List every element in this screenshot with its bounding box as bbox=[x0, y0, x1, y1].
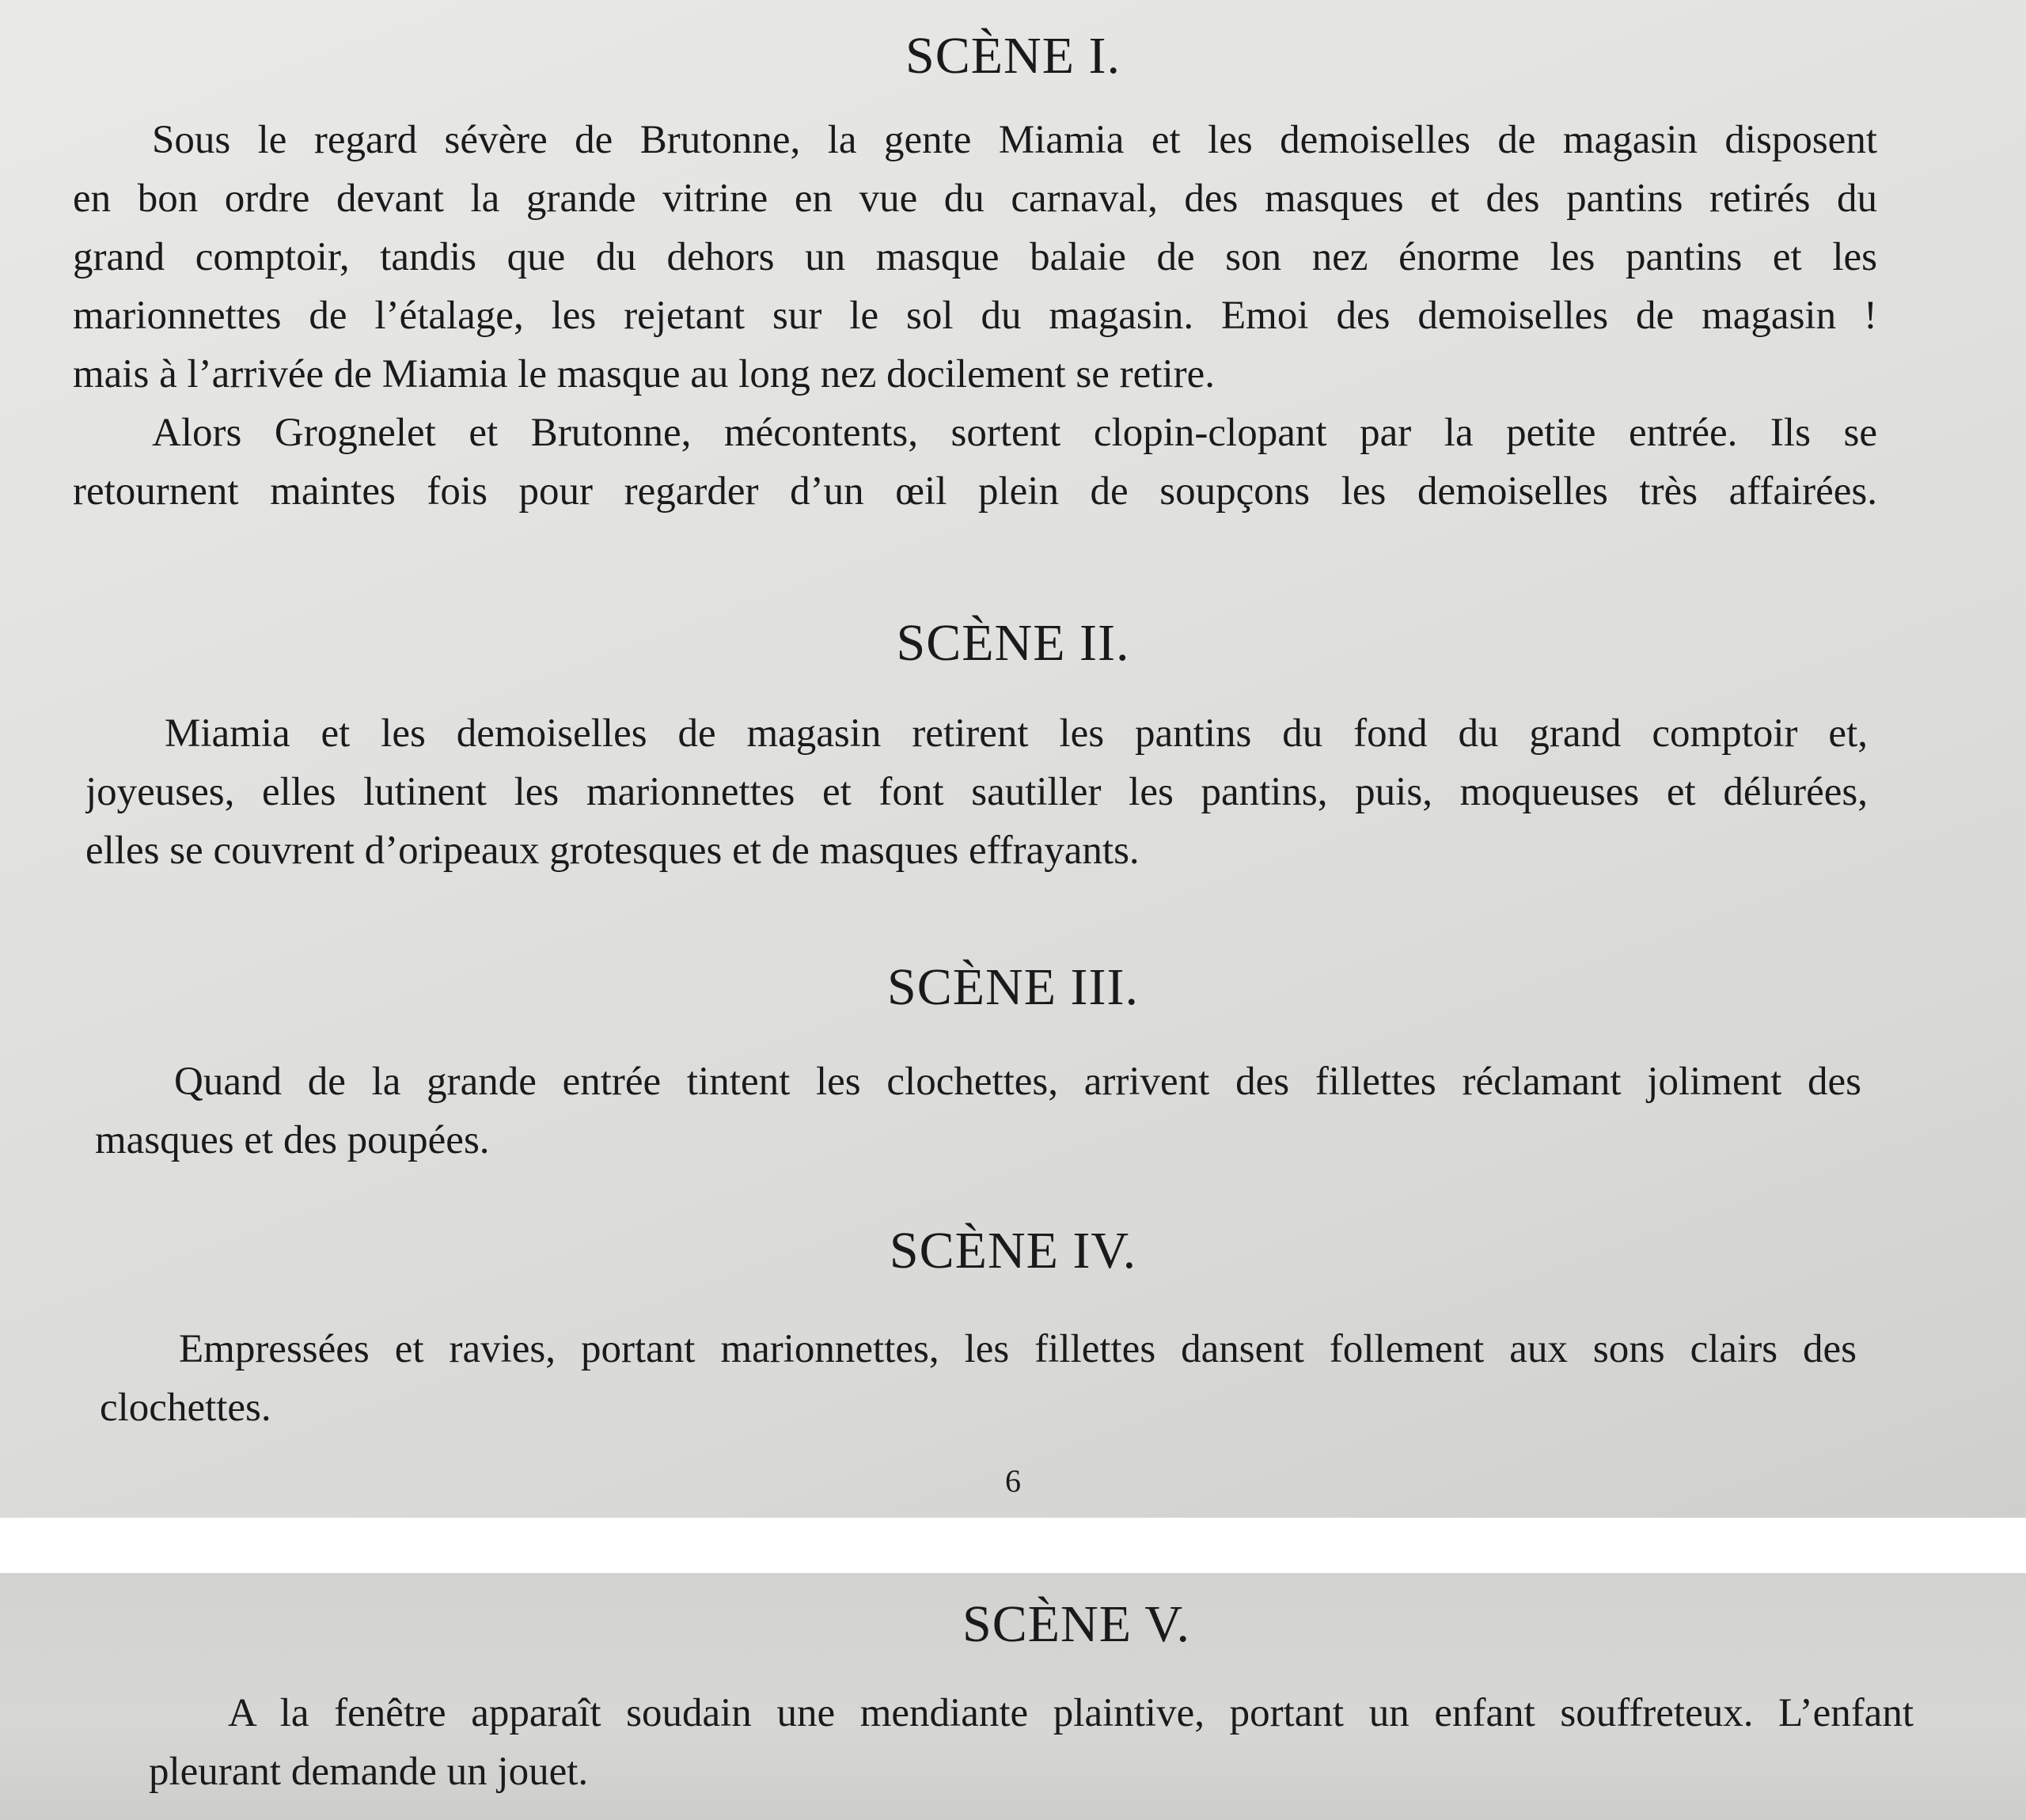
text-line: Sous le regard sévère de Brutonne, la gente Miamia et les demoiselles de magasin disposent bbox=[152, 118, 1877, 162]
text-line: masques et des poupées. bbox=[95, 1118, 490, 1162]
text-line: clochettes. bbox=[100, 1386, 271, 1430]
text-line: en bon ordre devant la grande vitrine en vue du carnaval, des masques et des pantins retirés du bbox=[73, 176, 1877, 221]
text-line: mais à l’arrivée de Miamia le masque au long nez docilement se retire. bbox=[73, 352, 1215, 396]
scene-3-heading: SCÈNE III. bbox=[887, 958, 1139, 1016]
text-line: joyeuses, elles lutinent les marionnettes et font sautiller les pantins, puis, moqueuses et délurées, bbox=[85, 770, 1868, 814]
text-line: retournent maintes fois pour regarder d’un œil plein de soupçons les demoiselles très affairées. bbox=[73, 469, 1877, 514]
text-line: Alors Grognelet et Brutonne, mécontents, sortent clopin-clopant par la petite entrée. Ils se bbox=[152, 411, 1877, 455]
page-number: 6 bbox=[1005, 1463, 1021, 1499]
text-line: pleurant demande un jouet. bbox=[149, 1750, 589, 1794]
text-line: elles se couvrent d’oripeaux grotesques et de masques effrayants. bbox=[85, 828, 1140, 873]
text-line: grand comptoir, tandis que du dehors un masque balaie de son nez énorme les pantins et les bbox=[73, 235, 1877, 279]
text-line: Miamia et les demoiselles de magasin retirent les pantins du fond du grand comptoir et, bbox=[165, 711, 1868, 756]
scene-4-text bbox=[100, 1320, 1857, 1437]
text-line: A la fenêtre apparaît soudain une mendiante plaintive, portant un enfant souffreteux. L’enfant bbox=[228, 1691, 1914, 1735]
text-line: marionnettes de l’étalage, les rejetant sur le sol du magasin. Emoi des demoiselles de magasin ! bbox=[73, 294, 1877, 338]
scene-2-heading: SCÈNE II. bbox=[896, 614, 1130, 672]
scene-1-heading: SCÈNE I. bbox=[905, 27, 1121, 85]
page-photo-bottom bbox=[0, 1573, 2026, 1820]
scene-5-text bbox=[149, 1684, 1914, 1801]
scene-2-text bbox=[85, 704, 1868, 880]
text-line: Quand de la grande entrée tintent les clochettes, arrivent des fillettes réclamant joliment des bbox=[174, 1060, 1861, 1104]
text-line: Empressées et ravies, portant marionnettes, les fillettes dansent follement aux sons clairs des bbox=[179, 1327, 1857, 1371]
scene-3-text bbox=[95, 1052, 1861, 1170]
scene-1-text bbox=[73, 111, 1877, 521]
scene-4-heading: SCÈNE IV. bbox=[889, 1222, 1137, 1280]
scene-5-heading: SCÈNE V. bbox=[962, 1595, 1190, 1653]
